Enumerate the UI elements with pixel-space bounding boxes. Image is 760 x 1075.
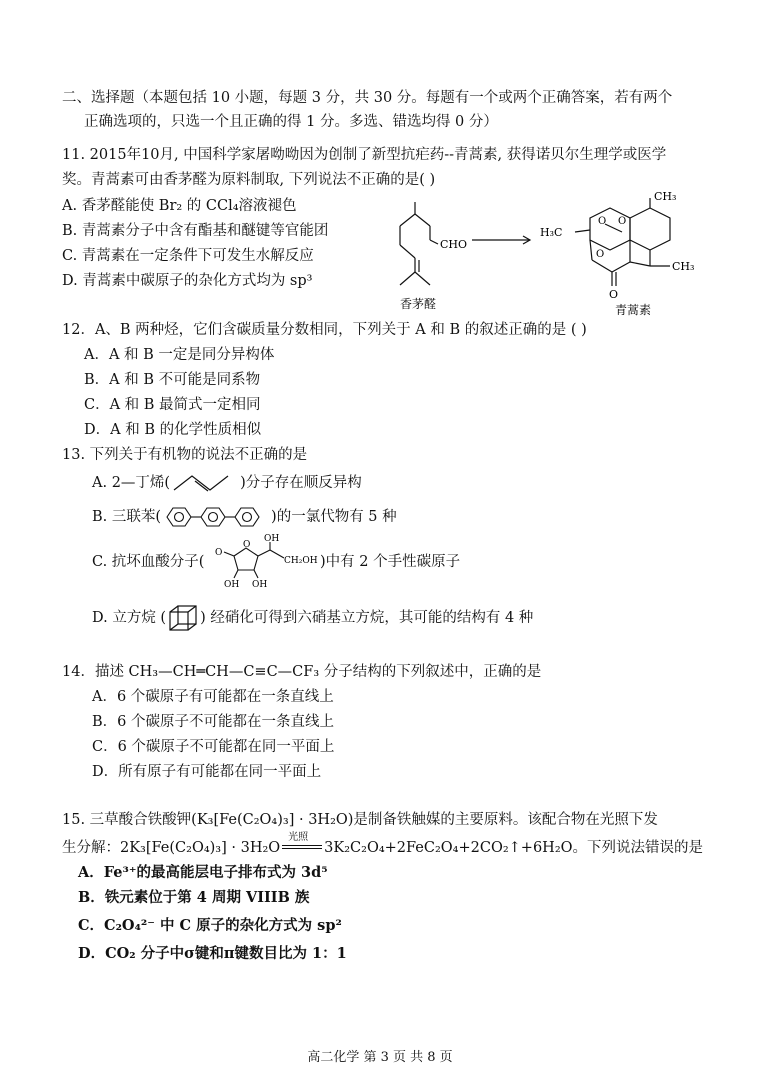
q11-option-d: D. 青蒿素中碳原子的杂化方式均为 sp³ <box>62 273 313 289</box>
ascorbic-acid-structure <box>212 534 320 590</box>
q13-option-b-post: )的一氯代物有 5 种 <box>271 509 397 525</box>
ch3-top-label: CH₃ <box>654 190 677 203</box>
vitc-oh-right: OH <box>252 580 268 590</box>
section-title-line1: 二、选择题（本题包括 10 小题，每题 3 分，共 30 分。每题有一个或两个正确答案，若有两个 <box>62 90 673 106</box>
q13-option-a-post: )分子存在顺反异构 <box>240 475 362 491</box>
q13-option-d-post: ) 经硝化可得到六硝基立方烷，其可能的结构有 4 种 <box>200 610 534 626</box>
arrow-line-top <box>282 845 322 846</box>
artemisinin-structure <box>575 198 670 286</box>
arrow-line-bottom <box>282 848 322 849</box>
q13-option-b-pre: B. 三联苯( <box>92 509 162 525</box>
q11-stem-line1: 11. 2015年10月, 中国科学家屠呦呦因为创制了新型抗疟药--青蒿素, 获得诺贝尔生理学或医学 <box>62 147 667 163</box>
ring-o-label-1: O <box>598 216 607 227</box>
artemisinin-caption: 青蒿素 <box>615 303 652 317</box>
q11-option-c: C. 青蒿素在一定条件下可发生水解反应 <box>62 248 314 264</box>
ring-o-label-3: O <box>596 249 605 260</box>
q13-option-c-post: )中有 2 个手性碳原子 <box>320 554 461 570</box>
reaction-arrow <box>472 236 530 244</box>
q12-option-d: D．A 和 B 的化学性质相似 <box>84 422 262 438</box>
vitc-o-label: O <box>215 548 223 558</box>
q14-option-a: A．6 个碳原子有可能都在一条直线上 <box>92 689 334 705</box>
q12-option-a: A．A 和 B 一定是同分异构体 <box>84 347 275 363</box>
q13-option-b <box>92 505 397 529</box>
q13-option-a <box>92 472 362 494</box>
q12-stem: 12．A、B 两种烃，它们含碳质量分数相同，下列关于 A 和 B 的叙述正确的是 ( ) <box>62 322 587 338</box>
citronellal-caption: 香茅醛 <box>400 297 437 311</box>
vitc-ch2oh: CH₂OH <box>284 556 318 566</box>
vitc-oh-left: OH <box>224 580 240 590</box>
vitc-ring-o-label: O <box>243 540 251 550</box>
vitc-oh-top: OH <box>264 534 280 544</box>
q13-option-c-pre: C. 抗坏血酸分子( <box>92 554 205 570</box>
q13-option-d-pre: D. 立方烷 ( <box>92 610 167 626</box>
q12-option-c: C．A 和 B 最简式一定相同 <box>84 397 261 413</box>
q14-option-c: C．6 个碳原子不可能都在同一平面上 <box>92 739 335 755</box>
citronellal-structure <box>400 202 438 285</box>
q13-option-c <box>92 552 204 572</box>
terphenyl-structure <box>161 505 271 529</box>
light-arrow-label: 光照 <box>288 832 309 843</box>
page-footer: 高二化学 第 3 页 共 8 页 <box>307 1050 453 1065</box>
q15-option-a: A．Fe³⁺的最高能层电子排布式为 3d⁵ <box>78 864 328 881</box>
q12-option-b: B．A 和 B 不可能是同系物 <box>84 372 261 388</box>
h3c-label: H₃C <box>540 226 563 239</box>
carbonyl-o-label: O <box>609 288 619 301</box>
q13-stem: 13. 下列关于有机物的说法不正确的是 <box>62 447 308 463</box>
cho-label: CHO <box>440 238 468 251</box>
q15-stem-line2-pre: 生分解：2K₃[Fe(C₂O₄)₃] · 3H₂O <box>62 840 281 856</box>
light-arrow <box>280 832 324 858</box>
cubane-structure <box>166 604 200 632</box>
ch3-right-label: CH₃ <box>672 260 695 273</box>
q13-option-a-pre: A. 2—丁烯( <box>92 475 171 491</box>
q13-option-d <box>92 604 533 632</box>
q11-option-b: B. 青蒿素分子中含有酯基和醚键等官能团 <box>62 223 329 239</box>
q14-option-b: B．6 个碳原子不可能都在一条直线上 <box>92 714 334 730</box>
q15-option-c: C．C₂O₄²⁻ 中 C 原子的杂化方式为 sp² <box>78 917 342 934</box>
q15-stem-line2-post: 3K₂C₂O₄+2FeC₂O₄+2CO₂↑+6H₂O。下列说法错误的是 <box>324 840 704 856</box>
q15-option-d: D．CO₂ 分子中σ键和π键数目比为 1：1 <box>78 945 347 962</box>
section-title-line2: 正确选项的，只选一个且正确的得 1 分。多选、错选均得 0 分） <box>84 114 498 130</box>
q14-option-d: D．所有原子有可能都在同一平面上 <box>92 764 322 780</box>
q11-stem-line2: 奖。青蒿素可由香茅醛为原料制取, 下列说法不正确的是( ) <box>62 172 436 188</box>
q11-option-a: A. 香茅醛能使 Br₂ 的 CCl₄溶液褪色 <box>62 198 297 214</box>
ring-o-label-2: O <box>618 216 627 227</box>
butene-structure <box>170 472 240 494</box>
q15-stem-line2 <box>62 832 704 858</box>
q14-stem: 14．描述 CH₃—CH═CH—C≡C—CF₃ 分子结构的下列叙述中，正确的是 <box>62 664 542 680</box>
q15-option-b: B．铁元素位于第 4 周期 VIIIB 族 <box>78 889 310 906</box>
q11-reaction-figure <box>360 190 710 320</box>
q15-stem-line1: 15. 三草酸合铁酸钾(K₃[Fe(C₂O₄)₃] · 3H₂O)是制备铁触媒的主要原料。该配合物在光照下发 <box>62 812 658 828</box>
